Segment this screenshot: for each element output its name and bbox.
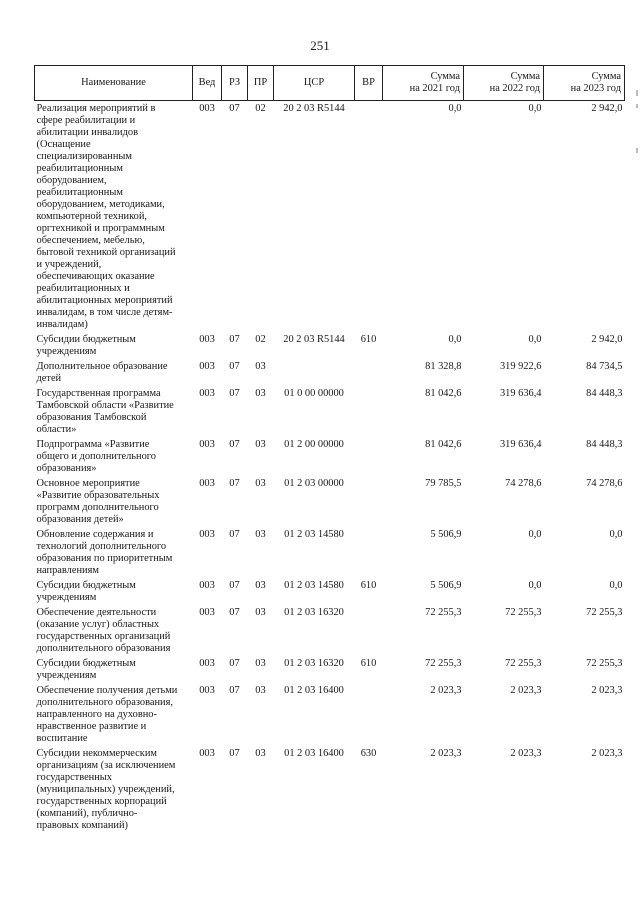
cell-sum-2021: 2 023,3 <box>430 685 462 696</box>
cell-sum-2023: 84 448,3 <box>586 439 623 450</box>
cell-sum-2023: 0,0 <box>609 529 623 540</box>
cell-ved: 003 <box>199 685 215 696</box>
cell-ved: 003 <box>199 658 215 669</box>
cell-ved: 003 <box>199 748 215 759</box>
cell-vr <box>355 685 383 748</box>
header-vr: ВР <box>355 66 383 101</box>
cell-name <box>35 529 193 580</box>
cell-name <box>35 361 193 388</box>
cell-sum-2023: 72 255,3 <box>586 607 623 618</box>
cell-sum-2021: 81 042,6 <box>425 388 462 399</box>
cell-sum-2022: 0,0 <box>528 529 542 540</box>
cell-vr <box>355 529 383 580</box>
cell-vr: 610 <box>360 580 377 591</box>
table-row <box>35 529 625 580</box>
header-sum-2021-line1: Сумма <box>430 71 460 82</box>
header-sum-2022 <box>464 66 544 101</box>
row-name-text: Государственная программа Тамбовской области «Развитие образования Тамбовской области» <box>36 388 174 435</box>
cell-csr: 01 2 03 14580 <box>284 529 344 540</box>
cell-ved: 003 <box>199 607 215 618</box>
cell-sum-2022: 0,0 <box>528 103 542 114</box>
table-row <box>35 580 625 607</box>
cell-sum-2021: 81 042,6 <box>425 439 462 450</box>
cell-sum-2021: 72 255,3 <box>425 658 462 669</box>
row-name-text: Реализация мероприятий в сфере реабилитации и абилитации инвалидов (Оснащение специализированным реабилитационным оборудованием, реабилитационным оборудованием, методиками, компьютерной техникой, оргтехникой и программным обеспечением, мебелью, бытовой техникой организаций и учреждений, обеспечивающих оказание реабилитационных и абилитационных мероприятий инвалидам, в том числе детям- инвалидам) <box>36 103 176 330</box>
cell-rz: 07 <box>229 580 240 591</box>
cell-name <box>35 388 193 439</box>
cell-sum-2023: 84 734,5 <box>586 361 623 372</box>
cell-csr: 20 2 03 R5144 <box>283 334 345 345</box>
table-body <box>35 101 625 836</box>
cell-rz: 07 <box>229 388 240 399</box>
header-sum-2023 <box>544 66 625 101</box>
row-name-text: Дополнительное образование детей <box>36 361 168 384</box>
cell-pr: 02 <box>255 103 266 114</box>
cell-vr: 610 <box>360 334 377 345</box>
page-number: 251 <box>310 38 330 53</box>
header-sum-2022-line1: Сумма <box>510 71 540 82</box>
cell-vr: 630 <box>360 748 377 759</box>
cell-sum-2022: 0,0 <box>528 334 542 345</box>
row-name-text: Субсидии некоммерческим организациям (за исключением государственных (муниципальных) учреждений, государственных корпораций (компаний), публично- правовых компаний) <box>36 748 176 831</box>
table-row <box>35 361 625 388</box>
cell-rz: 07 <box>229 685 240 696</box>
cell-csr: 01 2 03 16320 <box>284 607 344 618</box>
cell-rz: 07 <box>229 334 240 345</box>
cell-csr: 01 2 00 00000 <box>284 439 344 450</box>
row-name-text: Субсидии бюджетным учреждениям <box>36 334 136 357</box>
table-header <box>35 66 625 101</box>
cell-pr: 03 <box>255 478 266 489</box>
header-pr: ПР <box>248 66 274 101</box>
cell-sum-2023: 84 448,3 <box>586 388 623 399</box>
cell-pr: 03 <box>255 529 266 540</box>
table-row <box>35 658 625 685</box>
header-rz: РЗ <box>222 66 248 101</box>
cell-sum-2023: 2 023,3 <box>591 748 623 759</box>
cell-pr: 03 <box>255 748 266 759</box>
cell-csr: 20 2 03 R5144 <box>283 103 345 114</box>
cell-sum-2021: 79 785,5 <box>425 478 462 489</box>
cell-sum-2022: 2 023,3 <box>510 685 542 696</box>
cell-rz: 07 <box>229 439 240 450</box>
header-csr: ЦСР <box>274 66 355 101</box>
table-row <box>35 478 625 529</box>
row-name-text: Основное мероприятие «Развитие образовательных программ дополнительного образования детей» <box>36 478 160 525</box>
cell-sum-2023: 2 023,3 <box>591 685 623 696</box>
cell-sum-2021: 0,0 <box>448 103 462 114</box>
cell-ved: 003 <box>199 439 215 450</box>
cell-pr: 03 <box>255 685 266 696</box>
row-name-text: Подпрограмма «Развитие общего и дополнительного образования» <box>36 439 156 474</box>
cell-sum-2022: 319 636,4 <box>499 439 542 450</box>
cell-csr: 01 2 03 16400 <box>284 748 344 759</box>
cell-sum-2021: 72 255,3 <box>425 607 462 618</box>
cell-sum-2021: 81 328,8 <box>425 361 462 372</box>
cell-rz: 07 <box>229 361 240 372</box>
cell-sum-2021: 5 506,9 <box>430 580 462 591</box>
cell-sum-2022: 72 255,3 <box>505 658 542 669</box>
cell-ved: 003 <box>199 388 215 399</box>
row-name-text: Обновление содержания и технологий дополнительного образования по приоритетным направлениям <box>36 529 173 576</box>
cell-csr: 01 2 03 00000 <box>284 478 344 489</box>
cell-rz: 07 <box>229 748 240 759</box>
cell-sum-2021: 5 506,9 <box>430 529 462 540</box>
cell-rz: 07 <box>229 529 240 540</box>
cell-pr: 02 <box>255 334 266 345</box>
cell-vr <box>355 439 383 478</box>
cell-csr: 01 2 03 14580 <box>284 580 344 591</box>
table-row <box>35 685 625 748</box>
cell-vr <box>355 388 383 439</box>
cell-rz: 07 <box>229 103 240 114</box>
cell-ved: 003 <box>199 529 215 540</box>
cell-rz: 07 <box>229 478 240 489</box>
table-row <box>35 607 625 658</box>
cell-vr <box>355 478 383 529</box>
cell-sum-2021: 2 023,3 <box>430 748 462 759</box>
cell-name <box>35 478 193 529</box>
table-row <box>35 334 625 361</box>
cell-sum-2022: 72 255,3 <box>505 607 542 618</box>
header-sum-2021 <box>383 66 464 101</box>
cell-sum-2022: 0,0 <box>528 580 542 591</box>
budget-table <box>34 65 625 835</box>
cell-pr: 03 <box>255 658 266 669</box>
cell-name <box>35 607 193 658</box>
cell-name <box>35 101 193 335</box>
row-name-text: Субсидии бюджетным учреждениям <box>36 658 136 681</box>
cell-vr <box>355 361 383 388</box>
cell-sum-2023: 72 255,3 <box>586 658 623 669</box>
cell-ved: 003 <box>199 478 215 489</box>
cell-rz: 07 <box>229 658 240 669</box>
cell-ved: 003 <box>199 361 215 372</box>
cell-vr <box>355 607 383 658</box>
cell-pr: 03 <box>255 607 266 618</box>
cell-pr: 03 <box>255 580 266 591</box>
cell-sum-2023: 2 942,0 <box>591 103 623 114</box>
cell-vr: 610 <box>360 658 377 669</box>
row-name-text: Обеспечение получения детьми дополнительного образования, направленного на духовно- нравственное развитие и воспитание <box>36 685 178 744</box>
cell-vr <box>355 101 383 335</box>
cell-csr: 01 2 03 16320 <box>284 658 344 669</box>
cell-pr: 03 <box>255 439 266 450</box>
table-row <box>35 748 625 835</box>
cell-csr <box>274 361 355 388</box>
table-row <box>35 101 625 335</box>
cell-sum-2023: 2 942,0 <box>591 334 623 345</box>
cell-sum-2022: 74 278,6 <box>505 478 542 489</box>
cell-ved: 003 <box>199 334 215 345</box>
cell-rz: 07 <box>229 607 240 618</box>
header-sum-2022-line2: на 2022 год <box>489 83 540 94</box>
cell-ved: 003 <box>199 103 215 114</box>
scan-edge-mark <box>636 104 638 108</box>
header-sum-2021-line2: на 2021 год <box>409 83 460 94</box>
cell-name <box>35 439 193 478</box>
scan-edge-mark <box>636 148 638 153</box>
cell-csr: 01 0 00 00000 <box>284 388 344 399</box>
header-name: Наименование <box>35 66 193 101</box>
header-ved: Вед <box>193 66 222 101</box>
cell-sum-2023: 74 278,6 <box>586 478 623 489</box>
header-sum-2023-line1: Сумма <box>591 71 621 82</box>
table-row <box>35 388 625 439</box>
scan-edge-mark <box>636 90 638 96</box>
cell-csr: 01 2 03 16400 <box>284 685 344 696</box>
cell-sum-2023: 0,0 <box>609 580 623 591</box>
row-name-text: Обеспечение деятельности (оказание услуг) областных государственных организаций дополнительного образования <box>36 607 171 654</box>
cell-pr: 03 <box>255 388 266 399</box>
cell-name <box>35 658 193 685</box>
cell-name <box>35 685 193 748</box>
cell-sum-2021: 0,0 <box>448 334 462 345</box>
cell-pr: 03 <box>255 361 266 372</box>
cell-name <box>35 580 193 607</box>
cell-ved: 003 <box>199 580 215 591</box>
cell-name <box>35 748 193 835</box>
cell-sum-2022: 2 023,3 <box>510 748 542 759</box>
cell-sum-2022: 319 922,6 <box>499 361 542 372</box>
table-row <box>35 439 625 478</box>
cell-name <box>35 334 193 361</box>
row-name-text: Субсидии бюджетным учреждениям <box>36 580 136 603</box>
cell-sum-2022: 319 636,4 <box>499 388 542 399</box>
header-sum-2023-line2: на 2023 год <box>570 83 621 94</box>
